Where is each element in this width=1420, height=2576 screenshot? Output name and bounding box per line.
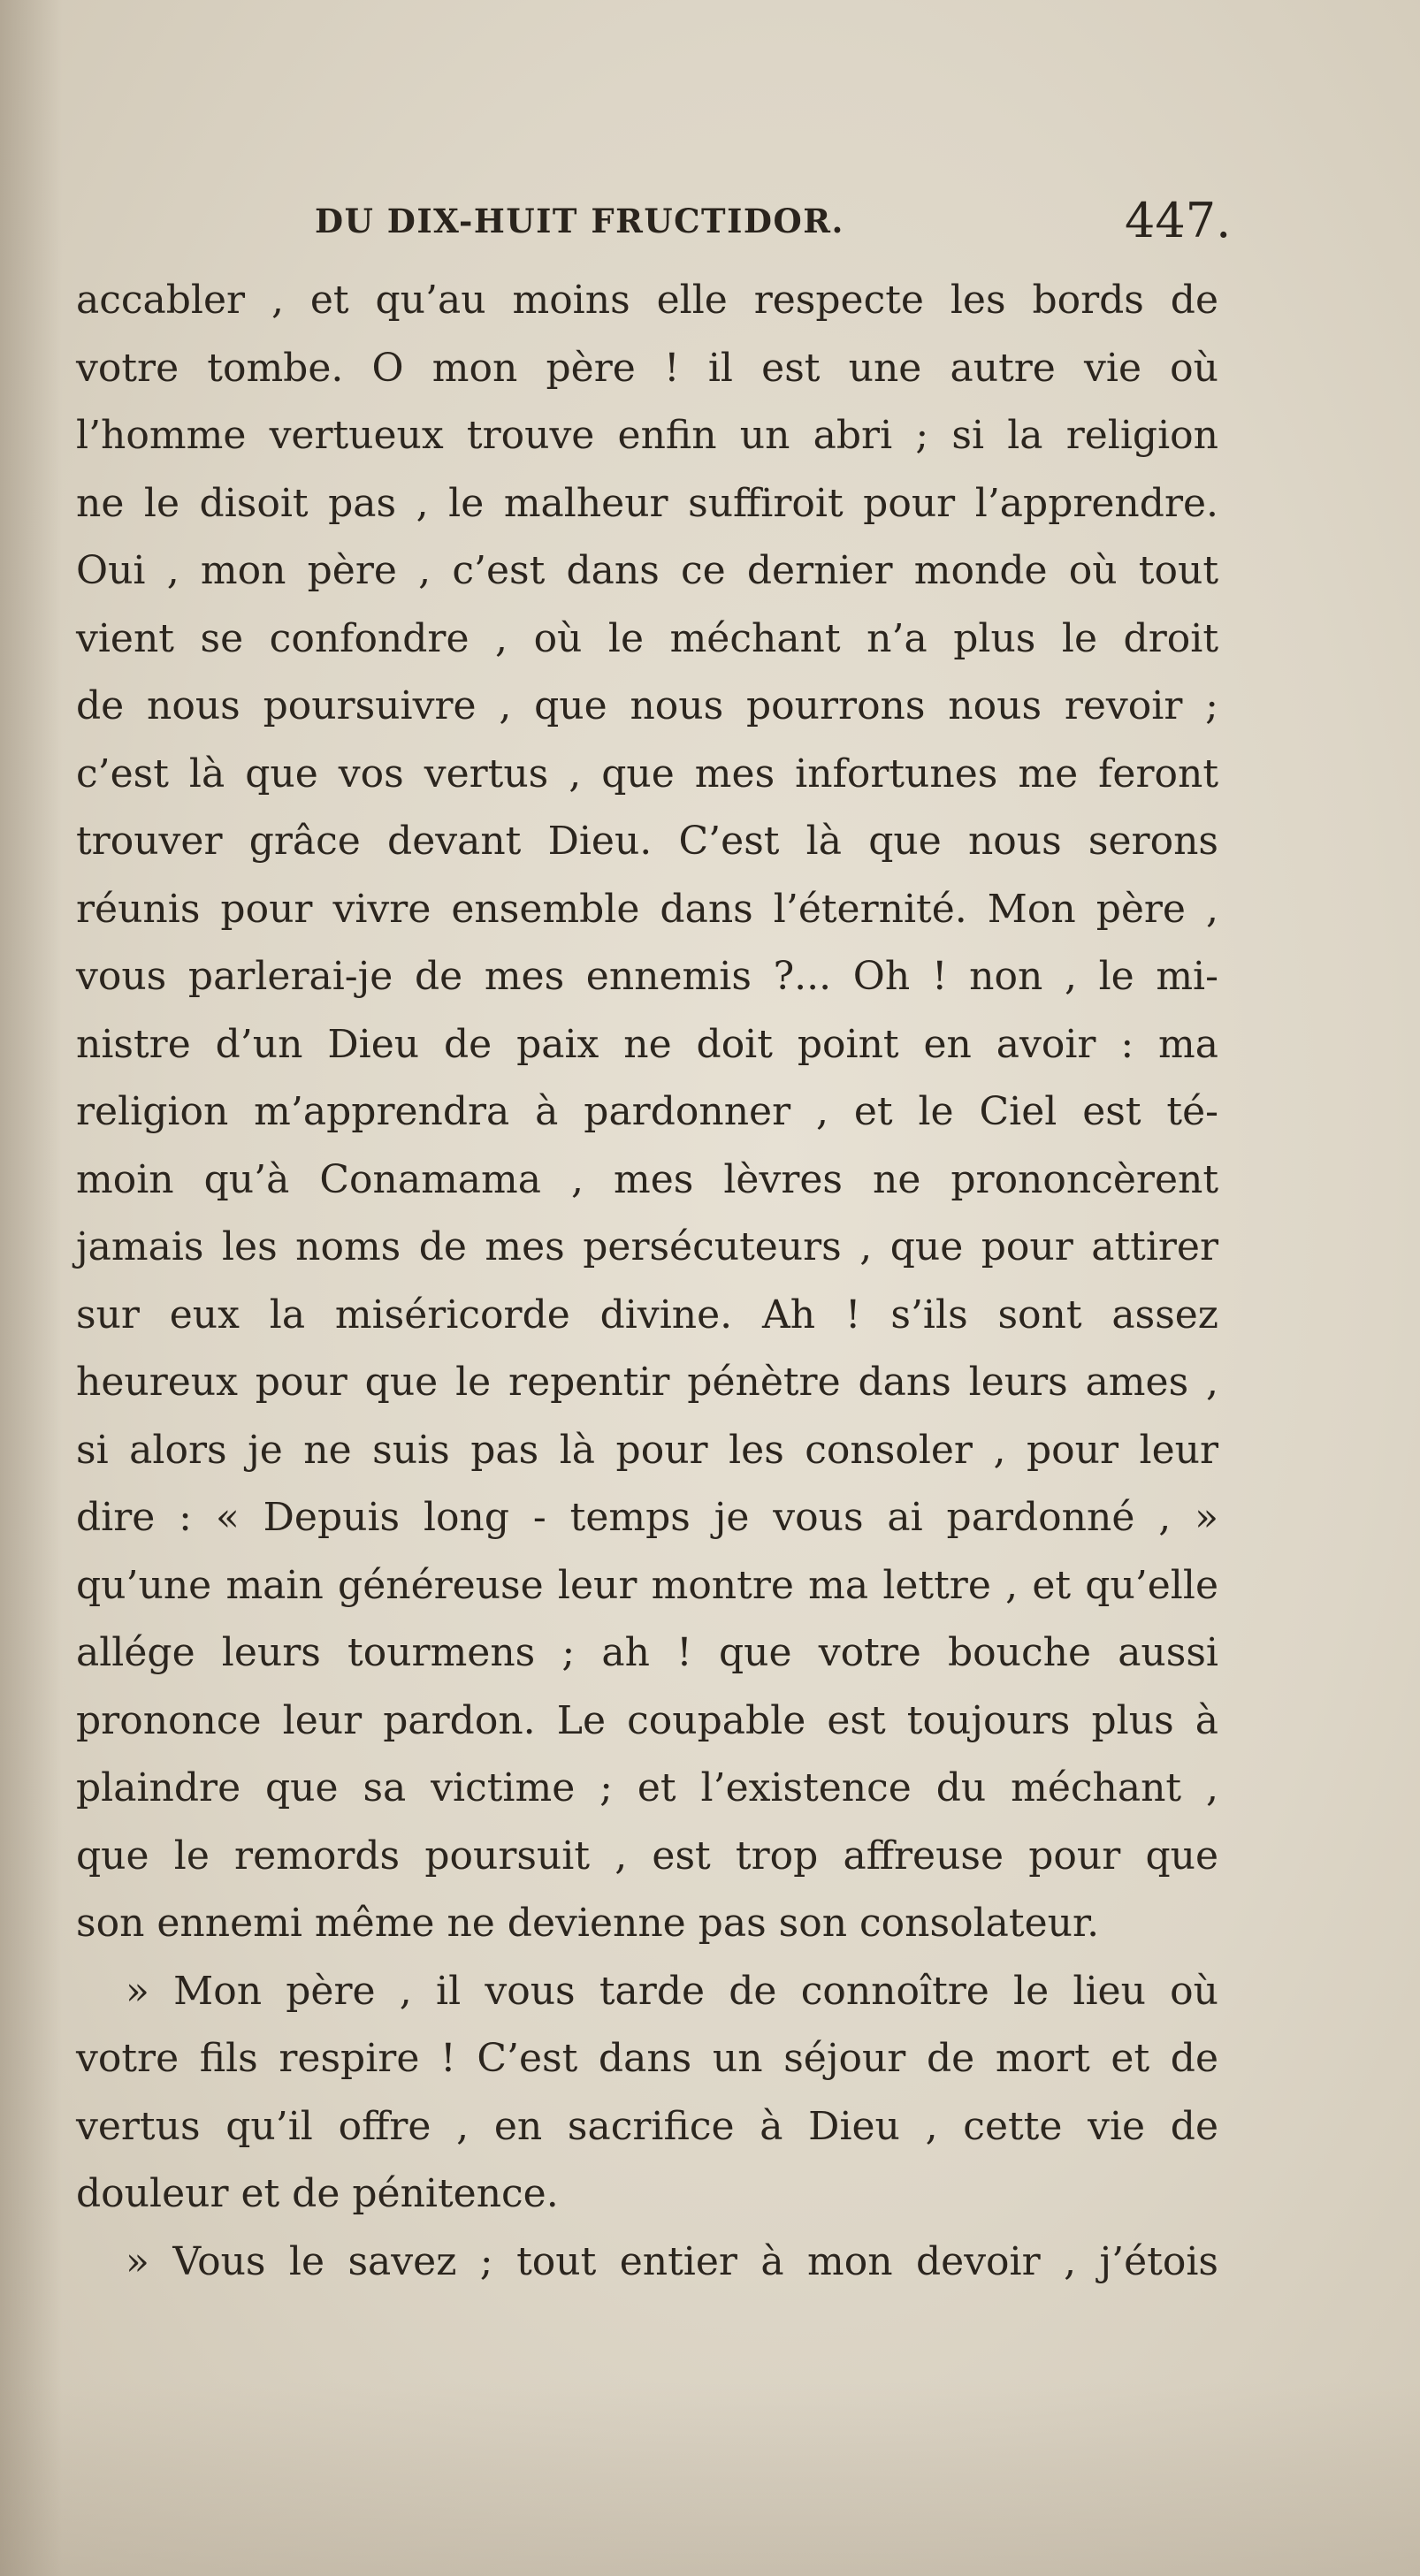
gutter-shadow [0,0,62,2576]
text-line: prononce leur pardon. Le coupable est toujours plus à [76,1697,1218,1743]
text-line: douleur et de pénitence. [76,2171,559,2216]
text-line: votre tombe. O mon père ! il est une autre vie où [76,345,1218,391]
text-line: vous parlerai-je de mes ennemis ?... Oh ! non , le mi- [76,954,1218,999]
text-line: dire : « Depuis long - temps je vous ai pardonné , » [76,1495,1218,1540]
running-head: DU DIX-HUIT FRUCTIDOR. [315,202,844,240]
text-line: que le remords poursuit , est trop affreuse pour que [76,1833,1218,1879]
text-line: Oui , mon père , c’est dans ce dernier monde où tout [76,548,1218,593]
text-line: l’homme vertueux trouve enfin un abri ; si la religion [76,413,1218,458]
text-line: de nous poursuivre , que nous pourrons nous revoir ; [76,683,1218,728]
text-line: ne le disoit pas , le malheur suffiroit pour l’apprendre. [76,480,1218,526]
text-line: vient se confondre , où le méchant n’a plus le droit [76,615,1218,661]
page-header [0,193,1420,258]
body-text [76,267,1218,2296]
text-line: religion m’apprendra à pardonner , et le Ciel est té- [76,1089,1218,1134]
text-line: heureux pour que le repentir pénètre dans leurs ames , [76,1360,1218,1405]
page-number: 447. [1125,193,1232,248]
text-line: si alors je ne suis pas là pour les consoler , pour leur [76,1427,1218,1473]
text-line: vertus qu’il offre , en sacrifice à Dieu , cette vie de [76,2103,1218,2149]
text-line: réunis pour vivre ensemble dans l’éternité. Mon père , [76,886,1218,932]
text-line: trouver grâce devant Dieu. C’est là que nous serons [76,819,1218,864]
text-line: votre fils respire ! C’est dans un séjour de mort et de [76,2036,1218,2081]
text-line: son ennemi même ne devienne pas son consolateur. [76,1901,1100,1946]
text-line: accabler , et qu’au moins elle respecte les bords de [76,278,1218,323]
text-line: jamais les noms de mes persécuteurs , que pour attirer [76,1224,1218,1269]
text-line: » Mon père , il vous tarde de connoître le lieu où [126,1968,1218,2014]
text-line: qu’une main généreuse leur montre ma lettre , et qu’elle [76,1562,1218,1608]
page-stain [0,2382,1420,2576]
text-line: nistre d’un Dieu de paix ne doit point en avoir : ma [76,1021,1218,1067]
text-line: allége leurs tourmens ; ah ! que votre bouche aussi [76,1630,1218,1675]
text-line: c’est là que vos vertus , que mes infortunes me feront [76,751,1218,796]
text-line: sur eux la miséricorde divine. Ah ! s’ils sont assez [76,1292,1218,1338]
text-line: » Vous le savez ; tout entier à mon devoir , j’étois [126,2238,1218,2284]
text-line: moin qu’à Conamama , mes lèvres ne prononcèrent [76,1156,1218,1202]
text-line: plaindre que sa victime ; et l’existence du méchant , [76,1765,1218,1810]
